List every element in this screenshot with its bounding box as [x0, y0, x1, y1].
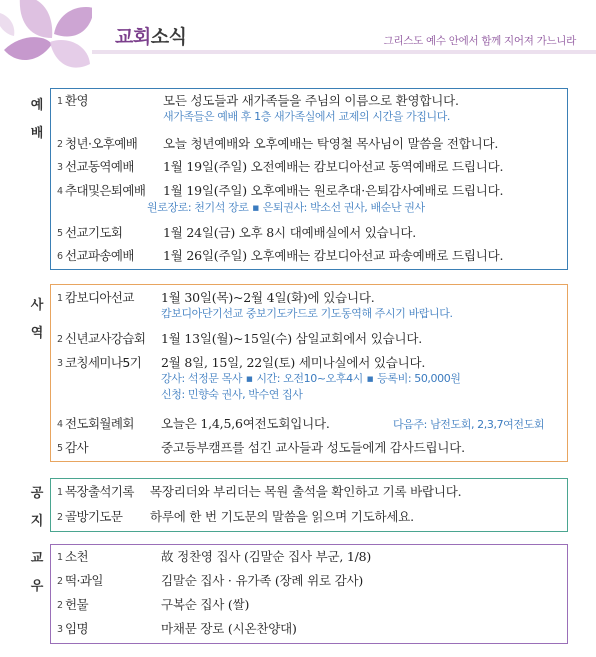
item-subtext: 신청: 민향숙 권사, 박수연 집사: [161, 388, 303, 401]
subtext-part: 은퇴권사: 박소선 권사, 배순난 권사: [262, 201, 425, 214]
item-text: 오늘은 1,4,5,6여전도회입니다.: [161, 416, 330, 431]
subtext-part: 시간: 오전10~오후4시: [256, 372, 363, 385]
item-text: 구복순 집사 (쌀): [161, 597, 250, 612]
separator-square-icon: ■: [252, 204, 259, 212]
item-label: 선교파송예배: [65, 248, 134, 263]
section-label-char: 교: [30, 551, 44, 566]
section-label-char: 예: [30, 98, 44, 113]
item-label: 감사: [65, 440, 88, 455]
title-part-2: 소식: [150, 26, 187, 48]
separator-square-icon: ■: [366, 375, 374, 383]
section-label-char: 우: [30, 579, 44, 594]
item-text: 모든 성도들과 새가족들을 주님의 이름으로 환영합니다.: [163, 93, 459, 108]
item-number: 5: [57, 228, 64, 239]
header-tagline: 그리스도 예수 안에서 함께 지어져 가느니라: [383, 35, 576, 47]
church-logo-icon: [0, 0, 92, 76]
subtext-part: 원로장로: 천기석 장로: [147, 201, 249, 214]
item-number: 4: [57, 186, 64, 197]
item-text: 2월 8일, 15일, 22일(토) 세미나실에서 있습니다.: [161, 355, 426, 370]
item-label: 헌물: [65, 597, 88, 612]
item-subtext: 캄보디아단기선교 중보기도카드로 기도동역해 주시기 바랍니다.: [161, 307, 453, 320]
item-label: 골방기도문: [65, 509, 123, 524]
item-label: 소천: [65, 549, 88, 564]
section-box-ministry: [50, 284, 568, 462]
section-label-char: 사: [30, 298, 44, 313]
item-text: 중고등부캠프를 섬긴 교사들과 성도들에게 감사드립니다.: [161, 440, 465, 455]
section-label-char: 공: [30, 486, 44, 501]
title-part-1: 교회: [115, 26, 151, 48]
item-subtext: [161, 371, 461, 387]
item-number: 3: [57, 358, 64, 369]
section-box-fellowship: [50, 544, 568, 644]
item-subtext: 새가족들은 예배 후 1층 새가족실에서 교제의 시간을 가집니다.: [163, 110, 451, 123]
item-number: 1: [57, 487, 64, 498]
subtext-part: 강사: 석정문 목사: [161, 372, 243, 385]
item-text: 마채문 장로 (시온찬양대): [161, 621, 297, 636]
item-number: 2: [57, 512, 64, 523]
item-text: 1월 19일(주일) 오전예배는 캄보디아선교 동역예배로 드립니다.: [163, 159, 504, 174]
item-text: 1월 19일(주일) 오후예배는 원로추대·은퇴감사예배로 드립니다.: [163, 183, 504, 198]
item-label: 선교동역예배: [65, 159, 134, 174]
item-number: 1: [57, 293, 64, 304]
item-number: 2: [57, 334, 64, 345]
section-label-notice: [30, 480, 44, 536]
section-box-notice: [50, 478, 568, 532]
item-number: 4: [57, 419, 64, 430]
item-text: 1월 24일(금) 오후 8시 대예배실에서 있습니다.: [163, 225, 417, 240]
item-number: 6: [57, 251, 64, 262]
item-number: 5: [57, 443, 64, 454]
item-subtext: [147, 200, 425, 216]
item-number: 3: [57, 624, 64, 635]
item-label: 신년교사강습회: [65, 331, 146, 346]
section-label-char: 역: [30, 326, 44, 341]
item-number: 2: [57, 576, 64, 587]
item-label: 청년·오후예배: [65, 136, 138, 151]
item-label: 목장출석기록: [65, 484, 134, 499]
page-header: [0, 0, 596, 80]
subtext-part: 등록비: 50,000원: [377, 372, 461, 385]
separator-square-icon: ■: [246, 375, 253, 383]
item-label: 환영: [65, 93, 88, 108]
section-label-ministry: [30, 292, 44, 348]
item-text: 故 정찬영 집사 (김말순 집사 부군, 1/8): [161, 549, 372, 564]
item-text: 1월 30일(목)~2월 4일(화)에 있습니다.: [161, 290, 375, 305]
item-number: 1: [57, 552, 64, 563]
item-label: 전도회월례회: [65, 416, 134, 431]
section-box-worship: [50, 88, 568, 270]
header-divider: [92, 50, 596, 54]
item-label: 선교기도회: [65, 225, 123, 240]
item-number: 1: [57, 96, 64, 107]
section-label-worship: [30, 92, 44, 148]
item-label: 떡·과일: [65, 573, 103, 588]
section-label-fellowship: [30, 545, 44, 601]
item-text: 1월 26일(주일) 오후예배는 캄보디아선교 파송예배로 드립니다.: [163, 248, 504, 263]
item-label: 코칭세미나5기: [65, 355, 142, 370]
item-text: 김말순 집사 · 유가족 (장례 위로 감사): [161, 573, 364, 588]
item-number: 2: [57, 139, 64, 150]
item-number: 3: [57, 162, 64, 173]
item-number: 2: [57, 600, 64, 611]
item-text: 목장리더와 부리더는 목원 출석을 확인하고 기록 바랍니다.: [150, 484, 462, 499]
section-label-char: 지: [30, 514, 44, 529]
item-text: 하루에 한 번 기도문의 말씀을 읽으며 기도하세요.: [150, 509, 414, 524]
item-label: 캄보디아선교: [65, 290, 134, 305]
item-subtext: 다음주: 남전도회, 2,3,7여전도회: [393, 418, 545, 431]
section-label-char: 배: [30, 126, 44, 141]
item-text: 1월 13일(월)~15일(수) 삼일교회에서 있습니다.: [161, 331, 422, 346]
item-text: 오늘 청년예배와 오후예배는 탁영철 목사님이 말씀을 전합니다.: [163, 136, 499, 151]
item-label: 추대및은퇴예배: [65, 183, 146, 198]
item-label: 임명: [65, 621, 88, 636]
page-title: [115, 22, 186, 49]
